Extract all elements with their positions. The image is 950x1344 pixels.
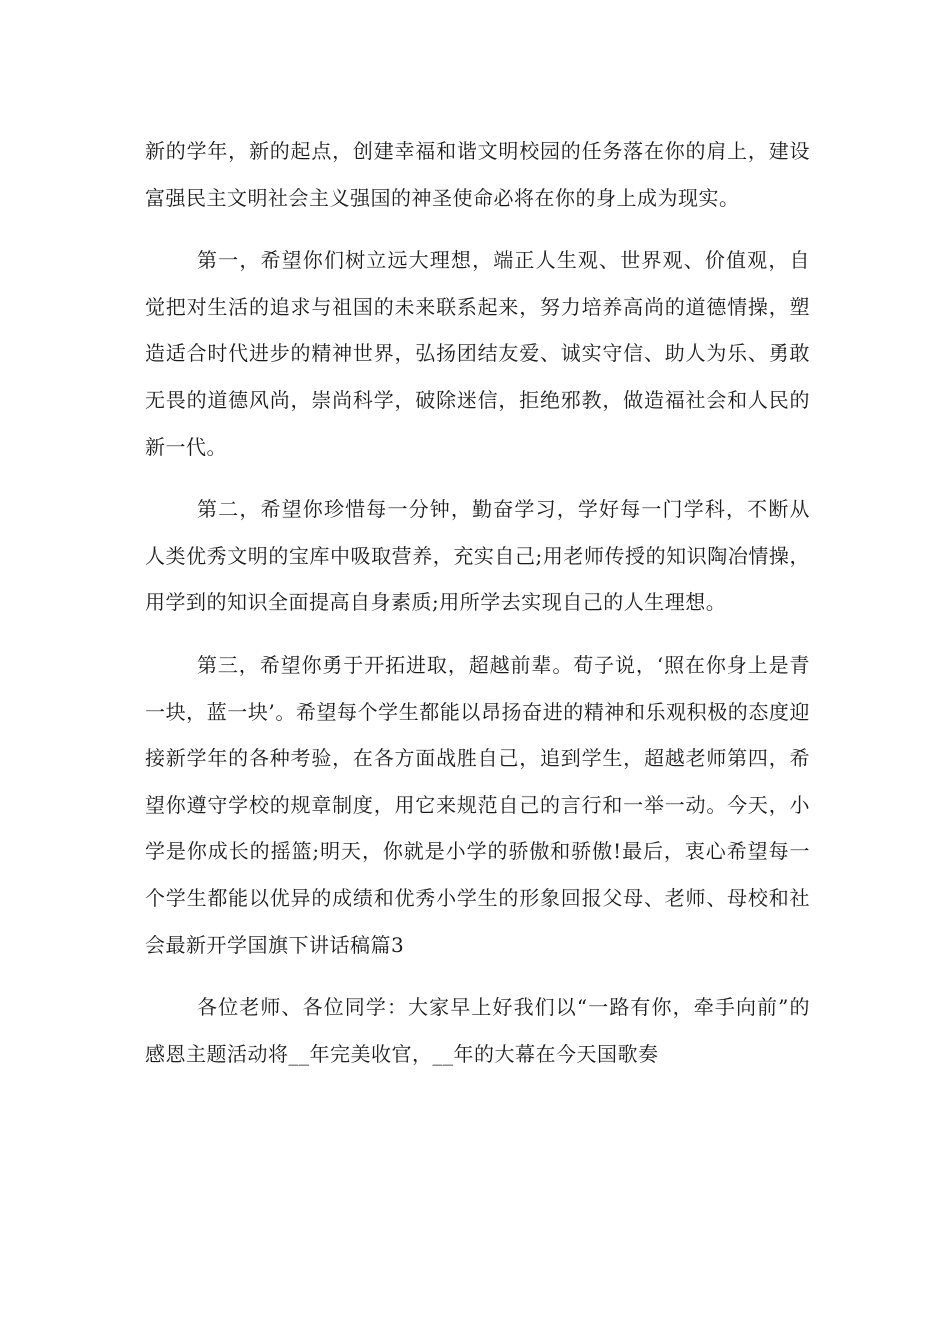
paragraph-intro: 新的学年，新的起点，创建幸福和谐文明校园的任务落在你的肩上，建设富强民主文明社会主义强国的神圣使命必将在你的身上成为现实。 (145, 139, 810, 210)
paragraph-first-hope: 第一，希望你们树立远大理想，端正人生观、世界观、价值观，自觉把对生活的追求与祖国的未来联系起来，努力培养高尚的道德情操，塑造适合时代进步的精神世界，弘扬团结友爱、诚实守信、助人为乐、勇敢无畏的道德风尚，崇尚科学，破除迷信，拒绝邪教，做造福社会和人民的新一代。 (145, 248, 810, 459)
paragraph-greeting: 各位老师、各位同学：大家早上好我们以“一路有你，牵手向前”的感恩主题活动将__年完美收官，__年的大幕在今天国歌奏 (145, 995, 810, 1066)
document-page (145, 128, 810, 1093)
paragraph-second-hope: 第二，希望你珍惜每一分钟，勤奋学习，学好每一门学科，不断从人类优秀文明的宝库中吸取营养，充实自己;用老师传授的知识陶冶情操，用学到的知识全面提高自身素质;用所学去实现自己的人生理想。 (145, 497, 810, 615)
paragraph-third-hope: 第三，希望你勇于开拓进取，超越前辈。荀子说，‘照在你身上是青一块，蓝一块’。希望每个学生都能以昂扬奋进的精神和乐观积极的态度迎接新学年的各种考验，在各方面战胜自己，追到学生，超越老师第四，希望你遵守学校的规章制度，用它来规范自己的言行和一举一动。今天，小学是你成长的摇篮;明天，你就是小学的骄傲和骄傲!最后，衷心希望每一个学生都能以优异的成绩和优秀小学生的形象回报父母、老师、母校和社会最新开学国旗下讲话稿篇3 (145, 652, 810, 957)
